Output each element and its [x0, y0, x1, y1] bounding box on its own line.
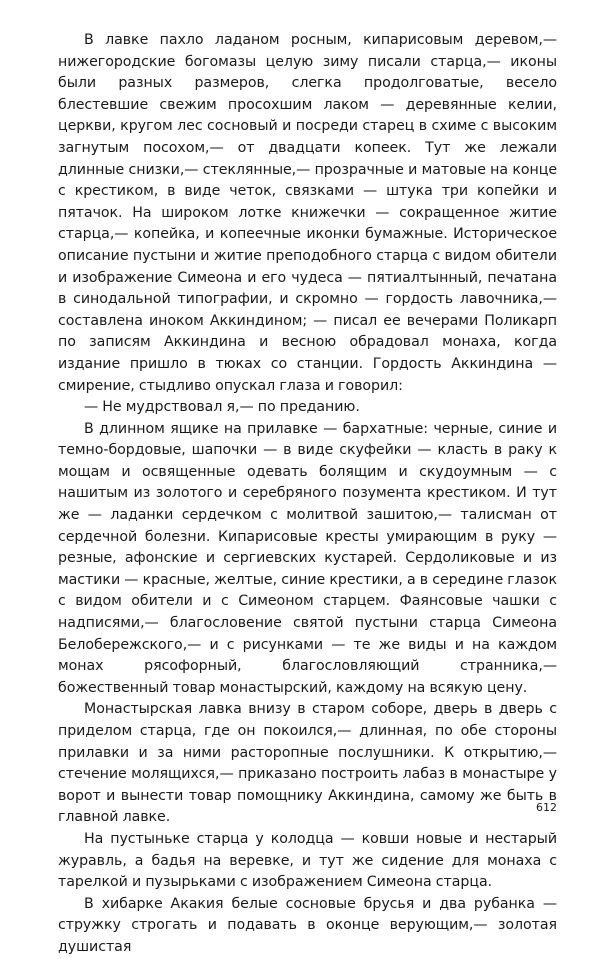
page-body	[58, 30, 557, 959]
paragraph: Монастырская лавка внизу в старом соборе, дверь в дверь с приделом старца, где он покоился,— длинная, по обе стороны прилавки и за ними расторопные послушники. К открытию,— стечение молящихся,— приказано построить лабаз в монастыре у ворот и вынести товар помощнику Аккиндина, самому же быть в главной лавке.	[58, 701, 557, 826]
paragraph: В хибарке Акакия белые сосновые брусья и два рубанка — стружку строгать и подавать в оконце верующим,— золотая душистая	[58, 895, 557, 955]
paragraph: На пустыньке старца у колодца — ковши новые и нестарый журавль, а бадья на веревке, и тут же сидение для монаха с тарелкой и пузырьками с изображением Симеона старца.	[58, 830, 557, 891]
paragraph: — Не мудрствовал я,— по преданию.	[84, 399, 360, 416]
paragraph: В длинном ящике на прилавке — бархатные: черные, синие и темно-бордовые, шапочки — в виде скуфейки — класть в раку к мощам и освященные одевать болящим и скудоумным — с нашитым из золотого и серебряного позумента крестиком. И тут же — ладанки сердечком с молитвой зашитою,— талисман от сердечной болезни. Кипарисовые кресты умирающим в руку — резные, афонские и сергиевских кустарей. Сердоликовые и из мастики — красные, желтые, синие крестики, а в середине глазок с видом обители и с Симеоном старцем. Фаянсовые чашки с надписями,— благословение святой пустыни старца Симеона Белобережского,— и с рисунками — те же виды и на каждом монах рясофорный, благословляющий странника,— божественный товар монастырский, каждому на всякую цену.	[58, 420, 558, 696]
page-number: 612	[536, 801, 557, 814]
paragraph: В лавке пахло ладаном росным, кипарисовым деревом,— нижегородские богомазы целую зиму писали старца,— иконы были разных размеров, слегка продолговатые, весело блестевшие свежим просохшим лаком — деревянные келии, церкви, кругом лес сосновый и посреди старец в схиме с высоким загнутым посохом,— от двадцати копеек. Тут же лежали длинные снизки,— стеклянные,— прозрачные и матовые на конце с крестиком, в виде четок, связками — штука три копейки и пятачок. На широком лотке книжечки — сокращенное житие старца,— копейка, и копеечные иконки бумажные. Историческое описание пустыни и житие преподобного старца с видом обители и изображение Симеона и его чудеса — пятиалтынный, печатана в синодальной типографии, и скромно — гордость лавочника,— составлена иноком Аккиндином; — писал ее вечерами Поликарп по записям Аккиндина и весною обрадовал монаха, когда издание пришло в тюках со станции. Гордость Аккиндина — смирение, стыдливо опускал глаза и говорил:	[58, 32, 557, 394]
